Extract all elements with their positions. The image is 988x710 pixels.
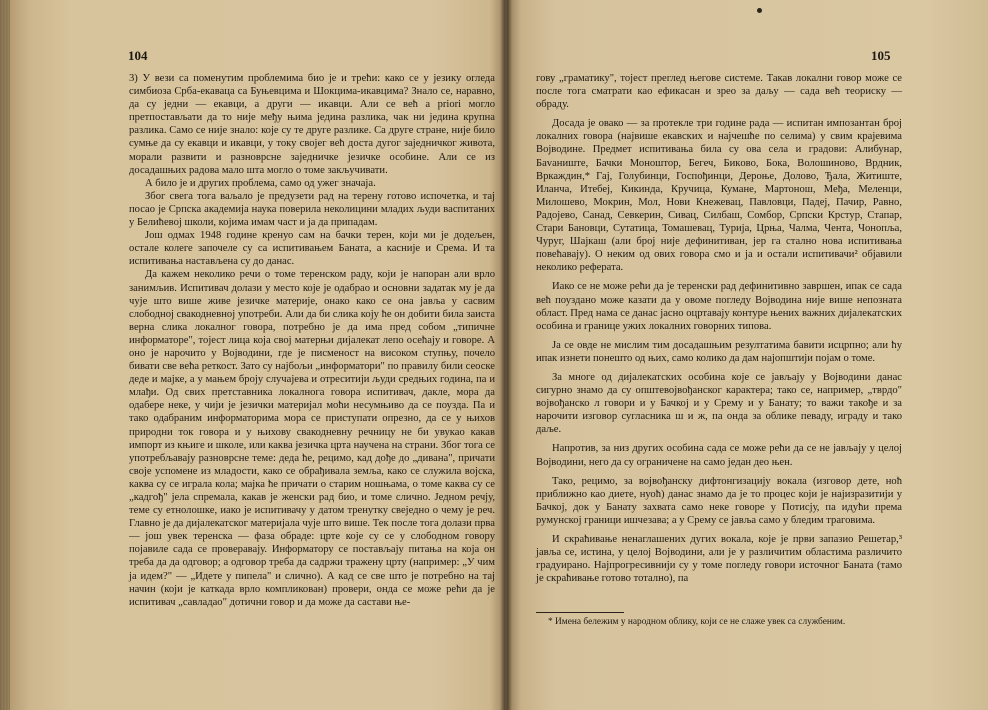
paragraph: Иако се не може рећи да је теренски рад дефинитивно завршен, ипак се сада већ поуздано може казати да у овоме погледу Војводина није више непозната област. Пред нама се данас јасно оцртавају контуре њених важних дијалекатских особина и границе ужих локалних говорних типова. <box>536 281 902 332</box>
left-page-text <box>129 72 495 609</box>
footnote: * Имена бележим у народном облику, који се не слаже увек са службеним. <box>548 617 846 627</box>
paragraph: А било је и других проблема, само од ужег значаја. <box>145 177 376 189</box>
left-page <box>10 0 505 710</box>
ink-spot <box>757 8 762 13</box>
right-page-text <box>536 72 902 585</box>
left-page-number: 104 <box>128 48 148 63</box>
paragraph: Тако, рецимо, за војвођанску дифтонгизацију вокала (изговор дете, ноћ приближно као диете, нуоћ) данас знамо да је то процес који је најизразитији у Бачкој, док у Банату захвата само неке говоре у Потисју, па идући према румунској граници ишчезава; а у Срему се јавља само у бледим траговима. <box>536 475 902 526</box>
paragraph: Ја се овде не мислим тим досадашњим резултатима бавити исцрпно; али ћу ипак изнети понешто од њих, само колико да дам најопштији појам о томе. <box>536 339 902 364</box>
paragraph: Због свега тога ваљало је предузети рад на терену готово испочетка, и тај посао је Српска академија наука поверила неколицини младих људи васпитаних у Белићевој школи, којима имам част и ја да припадам. <box>129 190 495 229</box>
paragraph: И скраћивање ненаглашених дугих вокала, које је први запазио Решетар,³ јавља се, истина, у целој Војводини, али је у различитим областима различито градуирано. Најпрогресивнији су у томе погледу говори источног Баната (тамо је скраћивање готово тотално), па <box>536 534 902 585</box>
paragraph: Да кажем неколико речи о томе теренском раду, који је напоран али врло занимљив. Испитивач долази у место које је одабрао и основни задатак му је да чује што више живе језичке материје, онако како се она јавља у сасвим слободној свакодневној употреби. Али да би слика коју ће он добити била заиста верна слика локалног говора, потребно је да има пред собом „типичне информаторе", тојест лица која свој матерњи дијалекат лепо осећају и говоре. А оно је нарочито у Војводини, где је писменост на високом ступњу, почело бивати све већа реткост. Зато су најбољи „информатори" по правилу били сеоске деде и мајке, а у мањем броју случајева и отреситији људи средњих година, па и млађи. Од свих претставника локалнога говора испитивач, дакле, мора да одабере неке, у чији је језички материјал моћи несумњиво да се поузда. Па и тако одабраним информаторима мора се приступати опрезно, да се у њихов природни ток говора и у њихову свакодневну речницу не би увукао какав импорт из књиге и школе, или каква језичка црта научена на страни. Због тога се употребљавају разноврсне теме: деда ће, рецимо, кад дође до „дивана", причати своје успомене из младости, како се обрађивала земља, како се служила војска, каква су се играла кола; мајка ће причати о старим ношњама, о томе каква су се „кадгођ" јела спремала, какав је женски рад био, и томе слично. Једном речју, теме су етнолошке, иако је испитивачу у датом тренутку свеједно о чему је реч. Главно је да дијалекатског материјала чује што више. Тек после тога долази прва — још увек теренска — фаза обраде: црте које су се у слободном говору појавиле сада се проверавају. Информатору се постављају питања на која он треба да да одговор; а одговор треба да садржи тражену црту (например: „У чим ја идем?" — „Идете у пипела" и слично). А кад се све што је потребно на тај начин (који је каткада врло компликован) провери, онда се може рећи да је испитивач „савладао" дотични говор и да може да састави ње- <box>129 269 495 608</box>
paragraph: Досада је овако — за протекле три године рада — испитан импозантан број локалних говора (највише екавских и најчешће по селима) у свим крајевима Војводине. Предмет испитивања била су ова села и градови: Алибунар, Бavaниште, Бачки Моноштор, Бегеч, Бикoво, Бока, Волошиново, Врдник, Вркаждин,* Гај, Голубинци, Госпођинци, Дероње, Долово, Ђала, Житиште, Иланча, Итебеј, Кикинда, Кручица, Кумане, Мартонош, Међа, Меленци, Милошево, Мокрин, Мол, Нови Кнежевац, Павловци, Падеј, Пачир, Равно, Радојево, Санад, Севкерин, Сивац, Силбаш, Сомбор, Српски Крстур, Стапар, Стари Бановци, Сутатица, Томашевац, Турија, Црња, Чалма, Чента, Чонопља, Чуруг, Шајкаш (али број није дефинитиван, јер га стално нова испитивања повећавају). О неким од ових говора смо и ја и остали испитивачи² објавили неколико реферата. <box>536 118 902 274</box>
paragraph: Напротив, за низ других особина сада се може рећи да се не јављају у целој Војводини, него да су ограничене на само један део њен. <box>536 443 902 468</box>
right-page <box>507 0 988 710</box>
paragraph: За многе од дијалекатских особина које се јављају у Војводини данас сигурно знамо да су општевојвођанског карактера; тако се, например, „тврдо" војвођанско л говори и у Бачкој и у Срему и у Банату; то важи такође и за нарочити изговор сугласника ш и ж, па онда за облике певаду, играду и тако даље. <box>536 371 902 436</box>
paragraph: 3) У вези са поменутим проблемима био је и трећи: како се у језику огледа симбиоза Срба-екаваца са Буњевцима и Шокцима-икавцима? Знало се, наравно, да су једни — екавци, а други — икавци. Али се већ а priori могло претпостављати да то није међу њима једина разлика, чак ни једина крупна разлика. Само се није знало: које су те друге разлике. Са друге стране, није било сумње да су екавци и икавци, у току својег већ доста дугог заједничког живота, морали развити и разноврсне заједничке језичке особине. Али се из досадашњих радова мало шта могло о томе закључивати. <box>129 73 495 176</box>
book-gutter <box>500 0 512 710</box>
paragraph: гову „граматику", тојест преглед његове системе. Такав локални говор може се после тога сматрати као ефикасан и зрео за даљу — сада већ теориску — обраду. <box>536 73 902 111</box>
footnote-rule <box>536 612 624 613</box>
right-page-number: 105 <box>871 48 891 63</box>
paragraph: Још одмах 1948 године кренуо сам на бачки терен, који ми је додељен, остале колеге започеле су са испитивањем Баната, а касније и Срема. И та испитивања настављена су до данас. <box>129 230 495 268</box>
